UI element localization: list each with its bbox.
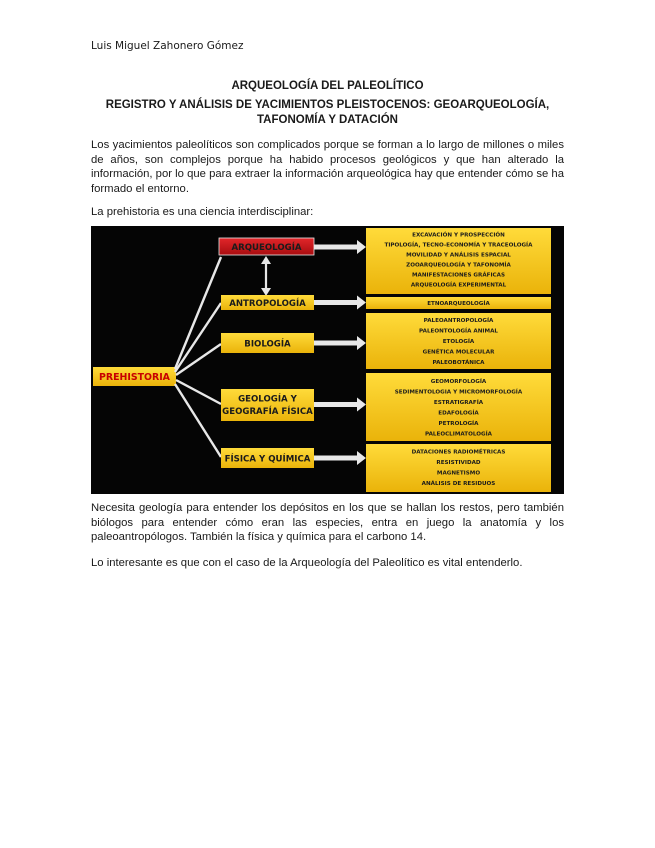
arrow-icon [314,240,366,254]
detail-item: MOVILIDAD Y ANÁLISIS ESPACIAL [406,252,511,259]
detail-item: PALEOANTROPOLOGÍA [423,318,494,324]
root-label: PREHISTORIA [99,372,170,384]
detail-item: ESTRATIGRAFÍA [433,400,484,406]
subtitle-line-2: TAFONOMÍA Y DATACIÓN [257,114,398,126]
arrow-icon [314,336,366,350]
node-fisica-label: FÍSICA Y QUÍMICA [224,454,311,465]
page-title: ARQUEOLOGÍA DEL PALEOLÍTICO [231,80,424,92]
interdisciplinary-paragraph: La prehistoria es una ciencia interdisciplinar: [91,206,314,218]
detail-item: SEDIMENTOLOGIA Y MICROMORFOLOGÍA [394,389,523,396]
branch-geologia [176,380,221,404]
detail-item: TIPOLOGÍA, TECNO-ECONOMÍA Y TRACEOLOGÍA [384,242,533,249]
node-antropologia-label: ANTROPOLOGÍA [229,298,306,309]
arrow-icon [314,296,366,310]
detail-item: ANÁLISIS DE RESIDUOS [421,481,496,487]
double-arrow-icon [261,256,271,296]
prehistory-diagram [91,226,564,494]
detail-item: ETOLOGÍA [442,339,475,345]
detail-item: PALEOCLIMATOLOGÍA [425,431,492,438]
diagram-svg [91,226,564,494]
page-subtitle [91,98,564,128]
intro-paragraph: Los yacimientos paleolíticos son complicados porque se forman a lo largo de millones o miles de años, son complejos porque ha habido procesos geológicos y que han alterado la información, por lo que para extraer la información arqueológica hay que entender cómo se ha formado el entorno. [91,139,564,195]
detail-item: GENÉTICA MOLECULAR [422,349,495,356]
detail-item: EDAFOLOGÍA [438,410,479,417]
conclusion-paragraph: Lo interesante es que con el caso de la Arqueología del Paleolítico es vital entenderlo. [91,557,523,569]
detail-item: EXCAVACIÓN Y PROSPECCIÓN [412,232,505,239]
detail-item: PALEONTOLOGÍA ANIMAL [419,328,498,335]
detail-item: ETNOARQUEOLOGÍA [427,301,490,308]
geology-paragraph: Necesita geología para entender los depósitos en los que se hallan los restos, pero también biólogos para entender cómo eran las especies, entra en juego la anatomía y los paleoantropólogos. También la física y química para el carbono 14. [91,502,564,544]
connector-arrows [314,240,366,465]
detail-item: GEOMORFOLOGÍA [430,379,487,385]
branch-fisica [175,384,221,457]
detail-item: PALEOBOTÁNICA [432,360,485,366]
subtitle-line-1: REGISTRO Y ANÁLISIS DE YACIMIENTOS PLEISTOCENOS: GEOARQUEOLOGÍA, [105,99,550,111]
arrow-icon [314,451,366,465]
node-biologia-label: BIOLOGÍA [244,339,291,350]
branch-lines [175,257,221,457]
node-geologia-label-2: GEOGRAFÍA FÍSICA [222,407,313,417]
arrow-icon [314,398,366,412]
detail-item: MAGNETISMO [436,470,481,477]
detail-item: MANIFESTACIONES GRÁFICAS [411,272,506,279]
detail-item: ZOOARQUEOLOGÍA Y TAFONOMÍA [406,262,511,269]
author-header: Luis Miguel Zahonero Gómez [91,40,244,52]
detail-item: RESISTIVIDAD [436,460,481,466]
detail-item: ARQUEOLOGÍA EXPERIMENTAL [410,282,507,289]
node-arqueologia-label: ARQUEOLOGÍA [231,242,302,253]
detail-item: DATACIONES RADIOMÉTRICAS [411,449,506,456]
node-geologia-label-1: GEOLOGÍA Y [238,394,297,405]
detail-item: PETROLOGÍA [438,421,479,427]
